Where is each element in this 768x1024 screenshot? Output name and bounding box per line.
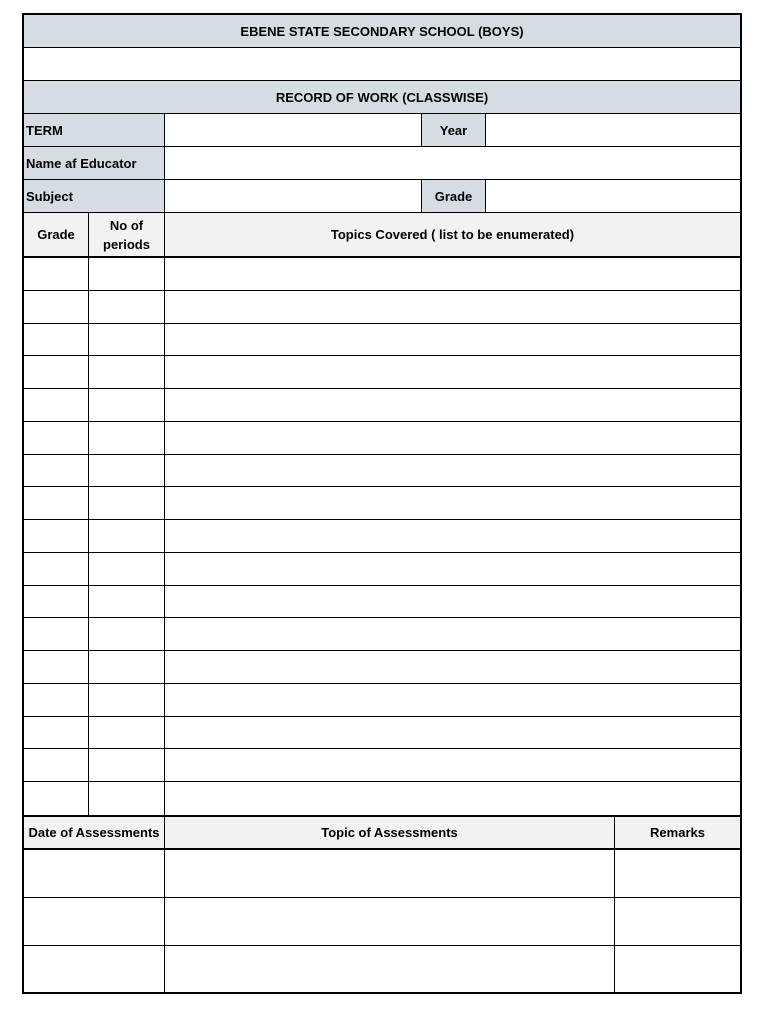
topics-row-grade-cell[interactable] [24, 717, 88, 749]
topics-row-periods-cell[interactable] [89, 782, 164, 814]
topics-row-periods-cell[interactable] [89, 455, 164, 487]
topics-row-topic-cell[interactable] [165, 618, 740, 650]
topics-row-topic-cell[interactable] [165, 258, 740, 290]
assessment-row-remarks-cell[interactable] [615, 898, 740, 945]
col-header-grade: Grade [24, 213, 88, 256]
educator-field[interactable] [165, 147, 740, 179]
topics-row-grade-cell[interactable] [24, 684, 88, 716]
topics-row-topic-cell[interactable] [165, 684, 740, 716]
year-field[interactable] [486, 114, 740, 146]
year-label: Year [422, 114, 485, 146]
topics-row-topic-cell[interactable] [165, 586, 740, 618]
topics-row-topic-cell[interactable] [165, 717, 740, 749]
topics-row-topic-cell[interactable] [165, 356, 740, 388]
topics-row-periods-cell[interactable] [89, 324, 164, 356]
topics-row-topic-cell[interactable] [165, 324, 740, 356]
topics-row-grade-cell[interactable] [24, 782, 88, 814]
topics-row-grade-cell[interactable] [24, 487, 88, 519]
topics-row-periods-cell[interactable] [89, 684, 164, 716]
topics-row-periods-cell[interactable] [89, 717, 164, 749]
school-name-header [24, 15, 740, 47]
assessment-row-topic-cell[interactable] [165, 898, 614, 945]
topics-row-topic-cell[interactable] [165, 782, 740, 814]
term-field[interactable] [165, 114, 421, 146]
assessment-row-date-cell[interactable] [24, 946, 164, 993]
topics-row-grade-cell[interactable] [24, 291, 88, 323]
topics-row-periods-cell[interactable] [89, 487, 164, 519]
topics-row-topic-cell[interactable] [165, 291, 740, 323]
topics-row-topic-cell[interactable] [165, 553, 740, 585]
topics-row-grade-cell[interactable] [24, 356, 88, 388]
topics-row-periods-cell[interactable] [89, 356, 164, 388]
grade-field[interactable] [486, 180, 740, 212]
topics-row-grade-cell[interactable] [24, 553, 88, 585]
topics-row-grade-cell[interactable] [24, 258, 88, 290]
topics-row-grade-cell[interactable] [24, 455, 88, 487]
col-header-remarks: Remarks [615, 817, 740, 848]
subject-field[interactable] [165, 180, 421, 212]
col-header-date-of-assessments: Date of Assessments [24, 817, 164, 848]
topics-row-topic-cell[interactable] [165, 487, 740, 519]
form-title: RECORD OF WORK (CLASSWISE) [275, 89, 489, 105]
topics-row-periods-cell[interactable] [89, 618, 164, 650]
topics-row-grade-cell[interactable] [24, 324, 88, 356]
assessment-row-date-cell[interactable] [24, 850, 164, 897]
term-label: TERM [24, 114, 164, 146]
record-of-work-form [22, 13, 742, 994]
assessment-row-topic-cell[interactable] [165, 946, 614, 993]
topics-row-topic-cell[interactable] [165, 749, 740, 781]
topics-row-periods-cell[interactable] [89, 520, 164, 552]
topics-row-grade-cell[interactable] [24, 651, 88, 683]
topics-row-topic-cell[interactable] [165, 520, 740, 552]
grade-label: Grade [422, 180, 485, 212]
topics-row-topic-cell[interactable] [165, 389, 740, 421]
topics-row-grade-cell[interactable] [24, 618, 88, 650]
blank-band-field[interactable] [24, 48, 740, 80]
assessment-row-date-cell[interactable] [24, 898, 164, 945]
topics-row-periods-cell[interactable] [89, 586, 164, 618]
topics-row-grade-cell[interactable] [24, 749, 88, 781]
topics-row-grade-cell[interactable] [24, 422, 88, 454]
assessment-row-topic-cell[interactable] [165, 850, 614, 897]
assessment-row-remarks-cell[interactable] [615, 850, 740, 897]
topics-row-periods-cell[interactable] [89, 553, 164, 585]
topics-row-topic-cell[interactable] [165, 651, 740, 683]
topics-row-periods-cell[interactable] [89, 749, 164, 781]
topics-row-topic-cell[interactable] [165, 422, 740, 454]
topics-row-periods-cell[interactable] [89, 651, 164, 683]
subject-label: Subject [24, 180, 164, 212]
school-name: EBENE STATE SECONDARY SCHOOL (BOYS) [240, 23, 524, 39]
topics-row-topic-cell[interactable] [165, 455, 740, 487]
col-header-topics-covered: Topics Covered ( list to be enumerated) [165, 213, 740, 256]
educator-label: Name af Educator [24, 147, 164, 179]
topics-row-periods-cell[interactable] [89, 258, 164, 290]
col-header-topic-of-assessments: Topic of Assessments [165, 817, 614, 848]
assessment-row-remarks-cell[interactable] [615, 946, 740, 993]
topics-row-grade-cell[interactable] [24, 520, 88, 552]
topics-row-periods-cell[interactable] [89, 389, 164, 421]
topics-row-grade-cell[interactable] [24, 389, 88, 421]
topics-row-periods-cell[interactable] [89, 422, 164, 454]
topics-row-periods-cell[interactable] [89, 291, 164, 323]
form-title-header [24, 81, 740, 113]
topics-row-grade-cell[interactable] [24, 586, 88, 618]
col-header-no-of-periods: No of periods [89, 213, 164, 256]
